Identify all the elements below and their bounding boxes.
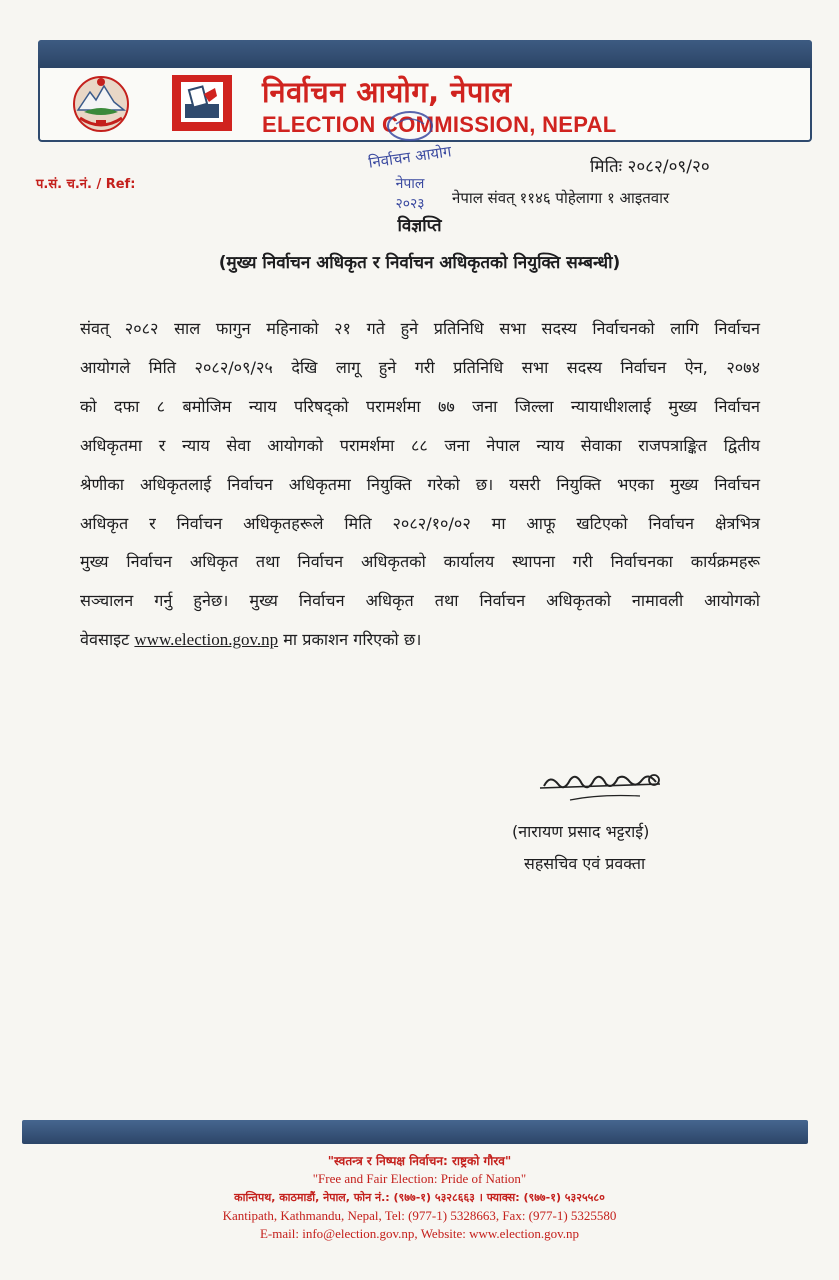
stamp-line-3: २०२३ [395,196,425,212]
reference-label: प.सं. च.नं. / Ref: [36,177,136,192]
footer-address-english: Kantipath, Kathmandu, Nepal, Tel: (977-1) 5328663, Fax: (977-1) 5325580 [222,1208,617,1223]
body-line-9 [80,621,760,660]
date-line: मितिः २०८२/०९/२० [590,157,710,177]
notice-title: विज्ञप्ति [397,216,442,236]
website-link[interactable]: www.election.gov.np [134,630,279,650]
signer-name: (नारायण प्रसाद भट्टराई) [512,822,650,841]
body-line-5: श्रेणीका अधिकृतलाई निर्वाचन अधिकृतमा नियुक्ति गरेको छ। यसरी नियुक्ति भएका मुख्य निर्वाचन [80,474,760,494]
body-line-7: मुख्य निर्वाचन अधिकृत तथा निर्वाचन अधिकृतको कार्यालय स्थापना गरी निर्वाचनका कार्यक्रमहरू [80,552,760,572]
letterhead-title-english: ELECTION COMMISSION, NEPAL [262,112,617,137]
stamp-line-2: नेपाल [395,176,425,192]
body-line-1: संवत् २०८२ साल फागुन महिनाको २१ गते हुने प्रतिनिधि सभा सदस्य निर्वाचनको लागि निर्वाचन [80,319,760,338]
notice-subtitle: (मुख्य निर्वाचन अधिकृत र निर्वाचन अधिकृतको नियुक्ति सम्बन्धी) [218,253,621,273]
body-line-6: अधिकृत र निर्वाचन अधिकृतहरूले मिति २०८२/१०/०२ मा आफू खटिएको निर्वाचन क्षेत्रभित्र [80,513,760,533]
footer-address-nepali: कान्तिपथ, काठमाडौं, नेपाल, फोन नं.: (९७७-१) ५३२८६६३ । फ्याक्स: (९७७-१) ५३२५५८० [234,1191,605,1204]
body-line-4: अधिकृतमा र न्याय सेवा आयोगको परामर्शमा ८८ जना नेपाल न्याय सेवाका राजपत्राङ्कित द्वितीय [80,435,760,455]
footer-motto-english: "Free and Fair Election: Pride of Nation" [312,1171,527,1186]
letterhead-title-nepali: निर्वाचन आयोग, नेपाल [262,75,512,109]
stamp-line-1: निर्वाचन आयोग [367,142,453,172]
handwritten-signature [530,766,670,810]
letterhead-top-bar [38,40,812,68]
body-line-8: सञ्चालन गर्नु हुनेछ। मुख्य निर्वाचन अधिकृत तथा निर्वाचन अधिकृतको नामावली आयोगको [80,591,760,611]
footer-motto-nepali: "स्वतन्त्र र निष्पक्ष निर्वाचन: राष्ट्रको गौरव" [327,1154,512,1168]
nepal-emblem-icon [66,74,136,134]
body-last-prefix: वेवसाइट [80,630,130,650]
election-commission-logo-icon [171,74,233,132]
body-line-2: आयोगले मिति २०८२/०९/२५ देखि लागू हुने गरी प्रतिनिधि सभा सदस्य निर्वाचन ऐन, २०७४ [80,357,760,377]
notice-body [80,310,760,660]
footer-bar [22,1120,808,1144]
signer-title: सहसचिव एवं प्रवक्ता [524,854,646,873]
nepal-samvat-date: नेपाल संवत् ११४६ पोहेलागा १ आइतवार [452,189,670,207]
footer-contact: E-mail: info@election.gov.np, Website: www.election.gov.np [259,1226,579,1241]
body-last-suffix: मा प्रकाशन गरिएको छ। [283,630,422,650]
body-line-3: को दफा ८ बमोजिम न्याय परिषद्को परामर्शमा ७७ जना जिल्ला न्यायाधीशलाई मुख्य निर्वाचन [80,396,760,416]
